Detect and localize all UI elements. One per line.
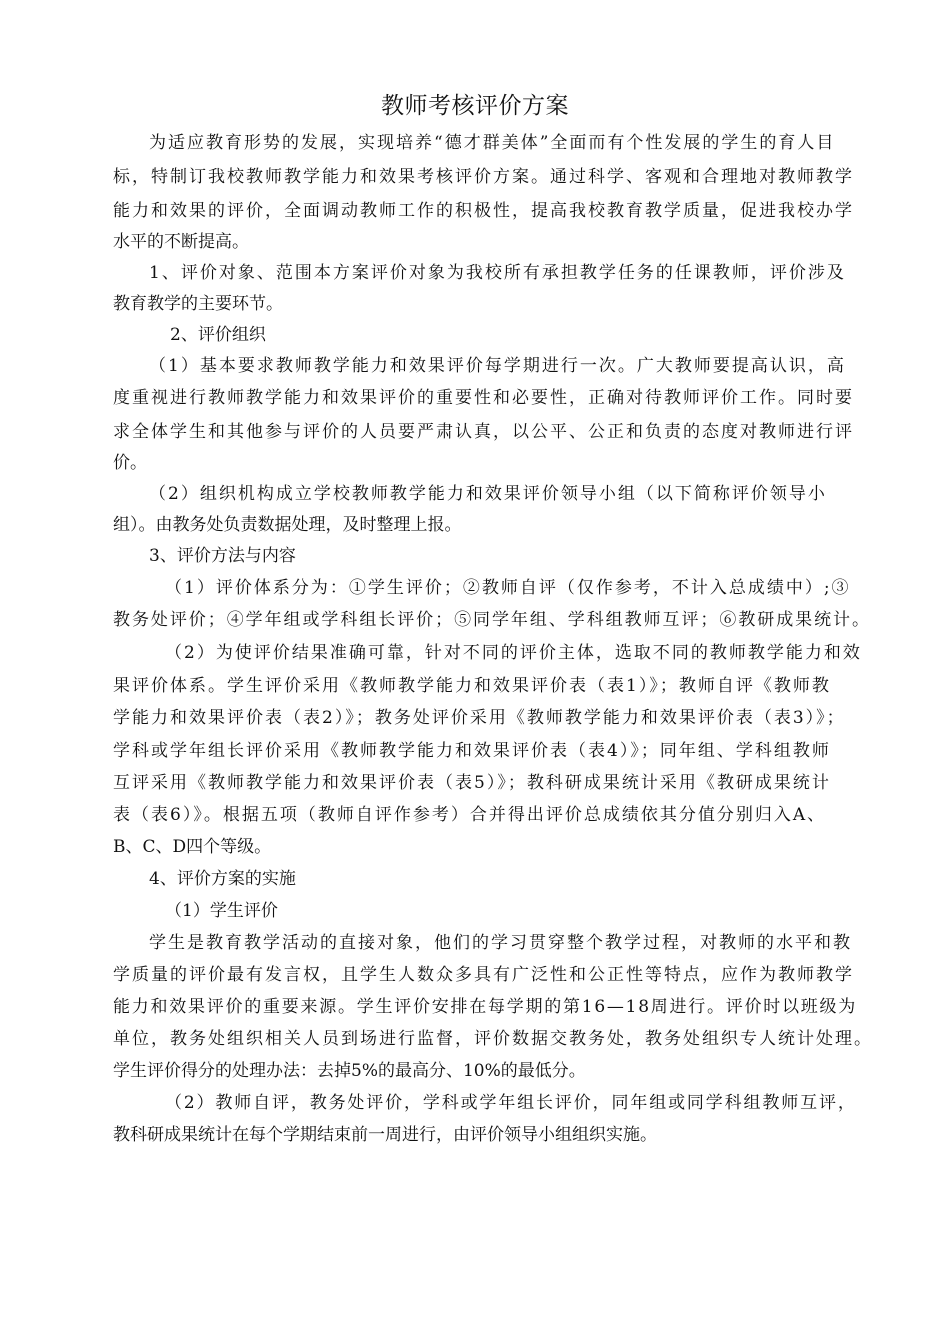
paragraph-line: 学生是教育教学活动的直接对象，他们的学习贯穿整个教学过程，对教师的水平和教 (149, 933, 852, 953)
paragraph-line: 价。 (113, 453, 147, 473)
paragraph-line: 为适应教育形势的发展，实现培养“德才群美体”全面而有个性发展的学生的育人目 (149, 133, 836, 153)
paragraph-line: 组）。由教务处负责数据处理，及时整理上报。 (113, 515, 462, 535)
section-heading: 3、评价方法与内容 (149, 546, 296, 566)
paragraph-line: （1）评价体系分为：①学生评价；②教师自评（仅作参考，不计入总成绩中）;③ (165, 578, 851, 598)
paragraph-line: （2）组织机构成立学校教师教学能力和效果评价领导小组（以下简称评价领导小 (149, 484, 827, 504)
paragraph-line: 度重视进行教师教学能力和效果评价的重要性和必要性，正确对待教师评价工作。同时要 (113, 388, 854, 408)
paragraph-line: 表（表6）》。根据五项（教师自评作参考）合并得出评价总成绩依其分值分别归入A、 (113, 805, 827, 825)
paragraph-line: 果评价体系。学生评价采用《教师教学能力和效果评价表（表1）》；教师自评《教师教 (113, 676, 831, 696)
paragraph-line: （2）为使评价结果准确可靠，针对不同的评价主体，选取不同的教师教学能力和效 (165, 643, 862, 663)
paragraph-line: 学生评价得分的处理办法：去掉5%的最高分、10%的最低分。 (113, 1061, 586, 1081)
paragraph-line: 教科研成果统计在每个学期结束前一周进行，由评价领导小组组织实施。 (113, 1125, 657, 1145)
paragraph-line: 求全体学生和其他参与评价的人员要严肃认真，以公平、公正和负责的态度对教师进行评 (113, 422, 854, 442)
paragraph-line: 教务处评价；④学年组或学科组长评价；⑤同学年组、学科组教师互评；⑥教研成果统计。 (113, 610, 871, 630)
paragraph-line: 教育教学的主要环节。 (113, 294, 283, 314)
paragraph-line: 标，特制订我校教师教学能力和效果考核评价方案。通过科学、客观和合理地对教师教学 (113, 167, 854, 187)
paragraph-line: （1）基本要求教师教学能力和效果评价每学期进行一次。广大教师要提高认识，高 (149, 356, 846, 376)
section-heading: 2、评价组织 (170, 325, 266, 345)
paragraph-line: 学能力和效果评价表（表2）》；教务处评价采用《教师教学能力和效果评价表（表3）》； (113, 708, 846, 728)
paragraph-line: 学质量的评价最有发言权，且学生人数众多具有广泛性和公正性等特点，应作为教师教学 (113, 965, 854, 985)
subsection-heading: （1）学生评价 (165, 901, 278, 921)
paragraph-line: 水平的不断提高。 (113, 232, 249, 252)
paragraph-line: 学科或学年组长评价采用《教师教学能力和效果评价表（表4）》；同年组、学科组教师 (113, 741, 831, 761)
paragraph-line: 单位，教务处组织相关人员到场进行监督，评价数据交教务处，教务处组织专人统计处理。 (113, 1029, 873, 1049)
paragraph-line: （2）教师自评，教务处评价，学科或学年组长评价，同年组或同学科组教师互评， (165, 1093, 857, 1113)
paragraph-line: B、C、D四个等级。 (113, 837, 272, 857)
paragraph-line: 互评采用《教师教学能力和效果评价表（表5）》；教科研成果统计采用《教研成果统计 (113, 773, 831, 793)
paragraph-line: 能力和效果的评价，全面调动教师工作的积极性，提高我校教育教学质量，促进我校办学 (113, 201, 854, 221)
paragraph-line: 能力和效果评价的重要来源。学生评价安排在每学期的第16—18周进行。评价时以班级为 (113, 997, 858, 1017)
section-heading: 4、评价方案的实施 (149, 869, 296, 889)
paragraph-line: 1、评价对象、范围本方案评价对象为我校所有承担教学任务的任课教师，评价涉及 (149, 263, 846, 283)
document-title: 教师考核评价方案 (381, 93, 569, 119)
